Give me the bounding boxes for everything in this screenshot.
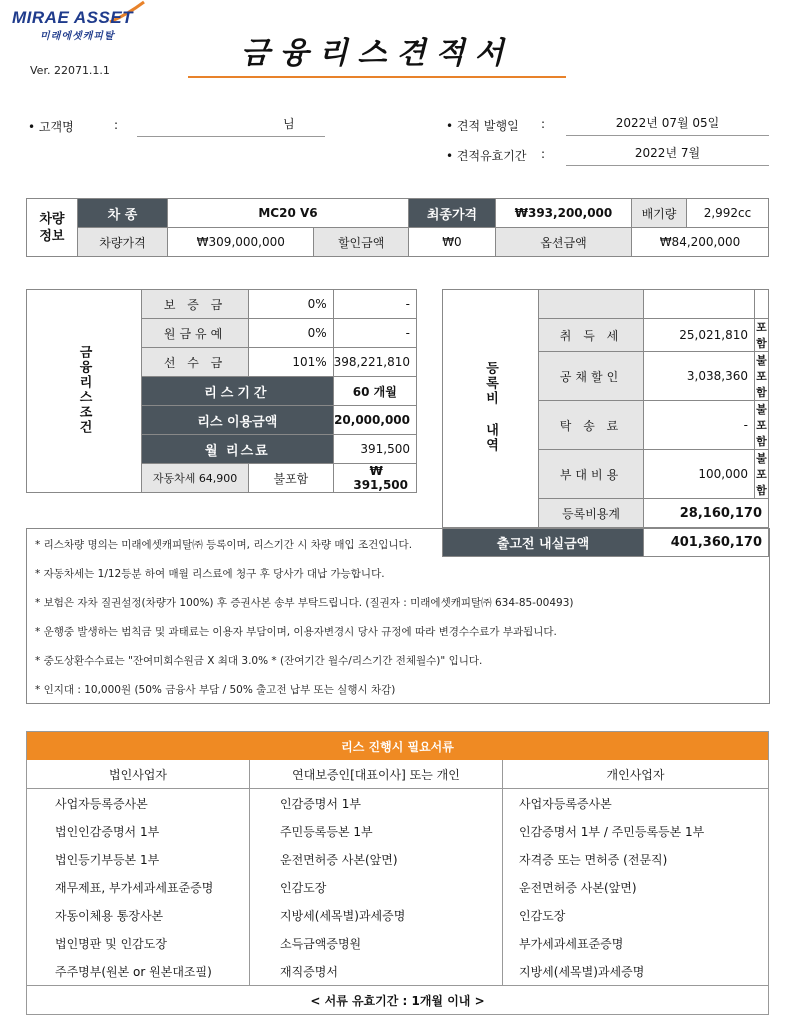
issue-date-label: • 견적 발행일 bbox=[446, 119, 519, 133]
option-value: ₩84,200,000 bbox=[631, 228, 768, 257]
registration-row-amount: 3,038,360 bbox=[644, 352, 755, 401]
lease-row-label: 선 수 금 bbox=[142, 348, 249, 377]
registration-row-label: 탁 송 료 bbox=[539, 401, 644, 450]
lease-row-amount: - bbox=[333, 319, 416, 348]
displacement-value: 2,992cc bbox=[686, 199, 768, 228]
monthly-fee-value: 391,500 bbox=[333, 435, 416, 464]
lease-section-label: 금융리스조건 bbox=[27, 290, 142, 493]
company-logo: MIRAE ASSET bbox=[12, 8, 134, 27]
document-item: 인감도장 bbox=[503, 901, 769, 929]
document-item: 자동이체용 통장사본 bbox=[55, 908, 164, 923]
displacement-label: 배기량 bbox=[631, 199, 686, 228]
customer-colon: : bbox=[114, 118, 119, 132]
discount-value: ₩0 bbox=[408, 228, 495, 257]
vehicle-table bbox=[26, 198, 769, 257]
document-item: 지방세(세목별)과세증명 bbox=[250, 901, 503, 929]
lease-row-pct: 101% bbox=[249, 348, 334, 377]
currency-symbol: ₩ bbox=[369, 464, 383, 478]
document-item: 사업자등록증사본 bbox=[503, 789, 769, 818]
document-item: 재직증명서 bbox=[250, 957, 503, 986]
registration-row-amount: - bbox=[644, 401, 755, 450]
lease-term-value: 60 개월 bbox=[333, 377, 416, 406]
document-item: 주주명부(원본 or 원본대조필) bbox=[55, 964, 212, 979]
lease-total-value: 391,500 bbox=[353, 478, 408, 492]
lease-total bbox=[333, 464, 416, 493]
registration-table bbox=[442, 289, 769, 557]
registration-row-label: 부대비용 bbox=[539, 450, 644, 499]
valid-period-colon: : bbox=[541, 147, 546, 161]
registration-row-status: 불포함 bbox=[755, 352, 769, 401]
title-underline bbox=[188, 76, 566, 78]
document-item: 법인인감증명서 1부 bbox=[55, 824, 160, 839]
document-item: 인감증명서 1부 bbox=[250, 789, 503, 818]
lease-table bbox=[26, 289, 417, 493]
column-header-individual: 개인사업자 bbox=[503, 760, 769, 789]
lease-row-label: 원금유예 bbox=[142, 319, 249, 348]
column-header-guarantor: 연대보증인[대표이사] 또는 개인 bbox=[250, 760, 503, 789]
document-item: 인감도장 bbox=[250, 873, 503, 901]
registration-blank-label bbox=[539, 290, 644, 319]
note-line: * 인지대 : 10,000원 (50% 금융사 부담 / 50% 출고전 납부 또는 실행시 차감) bbox=[35, 684, 396, 696]
issue-date-value: 2022년 07월 05일 bbox=[566, 113, 769, 136]
car-tax-label: 자동차세 64,900 bbox=[142, 464, 249, 493]
note-line: * 중도상환수수료는 "잔여미회수원금 X 최대 3.0% * (잔여기간 월수/리스기간 전체월수)" 입니다. bbox=[35, 655, 483, 667]
registration-row-amount: 100,000 bbox=[644, 450, 755, 499]
document-item: 자격증 또는 면허증 (전문직) bbox=[503, 845, 769, 873]
customer-label: • 고객명 bbox=[28, 120, 74, 134]
option-label: 옵션금액 bbox=[496, 228, 632, 257]
final-price-label: 최종가격 bbox=[408, 199, 495, 228]
note-line: * 운행중 발생하는 범칙금 및 과태료는 이용자 부담이며, 이용자변경시 당사 규정에 따라 변경수수료가 부과됩니다. bbox=[35, 626, 557, 638]
document-item: 법인등기부등본 1부 bbox=[55, 852, 160, 867]
vehicle-price-label: 차량가격 bbox=[77, 228, 167, 257]
note-line: * 자동차세는 1/12등분 하여 매월 리스료에 청구 후 당사가 대납 가능합니다. bbox=[35, 568, 385, 580]
registration-total-value: 28,160,170 bbox=[644, 499, 769, 528]
lease-term-label: 리스기간 bbox=[142, 377, 334, 406]
note-line: * 리스차량 명의는 미래에셋캐피탈㈜ 등록이며, 리스기간 시 차량 매입 조건입니다. bbox=[35, 539, 413, 551]
valid-period-value: 2022년 7월 bbox=[566, 143, 769, 166]
lease-row-label: 보 증 금 bbox=[142, 290, 249, 319]
model-label: 차 종 bbox=[77, 199, 167, 228]
document-item: 법인명판 및 인감도장 bbox=[55, 936, 167, 951]
lease-row-pct: 0% bbox=[249, 319, 334, 348]
document-item: 주민등록등본 1부 bbox=[250, 817, 503, 845]
lease-usage-value: 20,000,000 bbox=[333, 406, 416, 435]
documents-title: 리스 진행시 필요서류 bbox=[27, 732, 769, 761]
document-item: 소득금액증명원 bbox=[250, 929, 503, 957]
model-value: MC20 V6 bbox=[168, 199, 409, 228]
registration-blank-value bbox=[644, 290, 755, 319]
lease-row-pct: 0% bbox=[249, 290, 334, 319]
registration-blank-status bbox=[755, 290, 769, 319]
document-item: 운전면허증 사본(앞면) bbox=[503, 873, 769, 901]
lease-row-amount: 398,221,810 bbox=[333, 348, 416, 377]
column-header-corporate: 법인사업자 bbox=[27, 760, 250, 789]
document-item: 인감증명서 1부 / 주민등록등본 1부 bbox=[503, 817, 769, 845]
final-price-value: ₩393,200,000 bbox=[496, 199, 632, 228]
registration-section-label: 등록비 내역 bbox=[443, 290, 539, 528]
registration-row-status: 불포함 bbox=[755, 450, 769, 499]
vehicle-section-label: 차량정보 bbox=[27, 199, 78, 257]
issue-date-colon: : bbox=[541, 117, 546, 131]
registration-row-label: 취 득 세 bbox=[539, 319, 644, 352]
version-label: Ver. 22071.1.1 bbox=[30, 64, 110, 77]
vehicle-price-value: ₩309,000,000 bbox=[168, 228, 314, 257]
lease-usage-label: 리스 이용금액 bbox=[142, 406, 334, 435]
registration-row-label: 공채할인 bbox=[539, 352, 644, 401]
registration-row-amount: 25,021,810 bbox=[644, 319, 755, 352]
lease-row-amount: - bbox=[333, 290, 416, 319]
registration-row-status: 포함 bbox=[755, 319, 769, 352]
documents-table bbox=[26, 731, 769, 1015]
document-item: 사업자등록증사본 bbox=[55, 796, 148, 811]
document-item: 지방세(세목별)과세증명 bbox=[503, 957, 769, 986]
company-logo-subtitle: 미래에셋캐피탈 bbox=[40, 31, 115, 42]
notes-box bbox=[26, 528, 770, 704]
documents-validity-footer: < 서류 유효기간 : 1개월 이내 > bbox=[27, 986, 769, 1015]
car-tax-status: 불포함 bbox=[249, 464, 334, 493]
document-item: 재무제표, 부가세과세표준증명 bbox=[55, 880, 214, 895]
valid-period-label: • 견적유효기간 bbox=[446, 149, 527, 163]
document-item: 부가세과세표준증명 bbox=[503, 929, 769, 957]
document-item: 운전면허증 사본(앞면) bbox=[250, 845, 503, 873]
customer-name-field bbox=[137, 114, 325, 137]
delivery-amount-value: 401,360,170 bbox=[644, 528, 769, 557]
customer-suffix: 님 bbox=[283, 117, 295, 131]
page-title: 금융리스견적서 bbox=[240, 36, 514, 71]
monthly-fee-label: 월 리스료 bbox=[142, 435, 334, 464]
registration-total-label: 등록비용계 bbox=[539, 499, 644, 528]
registration-row-status: 불포함 bbox=[755, 401, 769, 450]
delivery-amount-label: 출고전 내실금액 bbox=[443, 528, 644, 557]
note-line: * 보험은 자차 질권설정(차량가 100%) 후 증권사본 송부 부탁드립니다. (질권자 : 미래에셋캐피탈㈜ 634-85-00493) bbox=[35, 597, 574, 609]
discount-label: 할인금액 bbox=[314, 228, 408, 257]
